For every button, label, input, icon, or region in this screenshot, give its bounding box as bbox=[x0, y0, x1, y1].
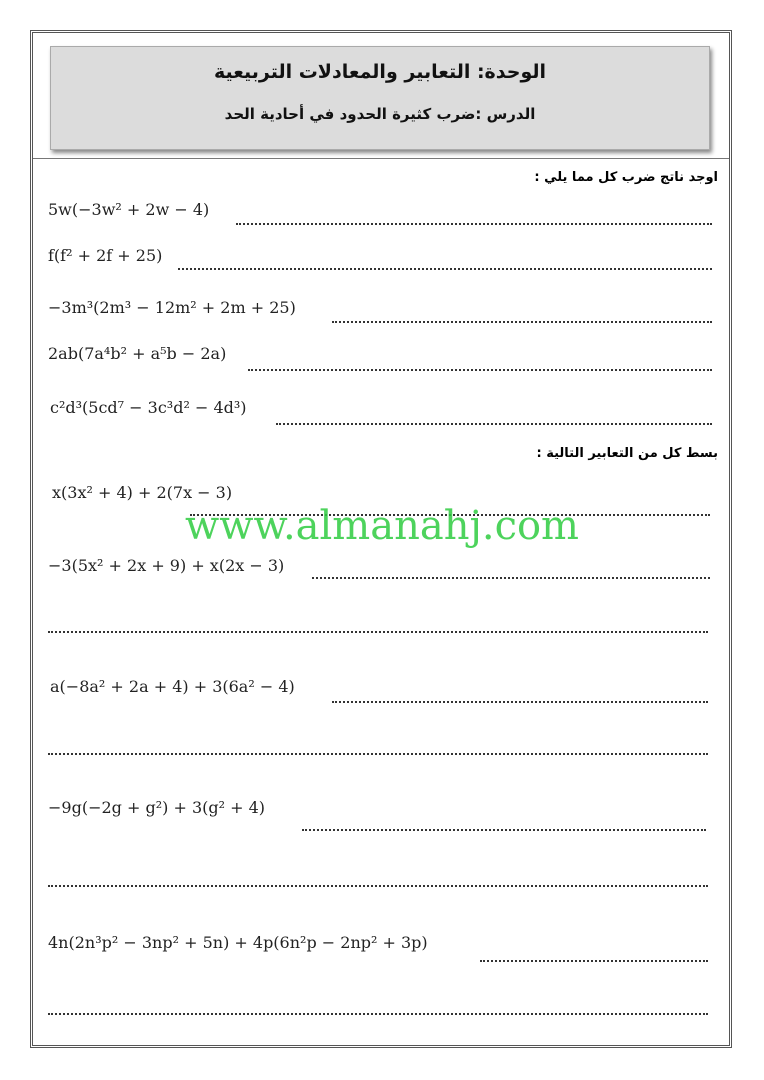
exercise-2-3: a(−8a² + 2a + 4) + 3(6a² − 4) bbox=[50, 677, 295, 696]
answer-line[interactable] bbox=[248, 369, 712, 371]
exercise-2-4: −9g(−2g + g²) + 3(g² + 4) bbox=[48, 798, 266, 817]
exercise-2-5: 4n(2n³p² − 3np² + 5n) + 4p(6n²p − 2np² + 3p) bbox=[48, 933, 428, 952]
answer-line[interactable] bbox=[332, 701, 708, 703]
answer-line[interactable] bbox=[48, 1013, 708, 1015]
exercise-1-1: 5w(−3w² + 2w − 4) bbox=[48, 200, 210, 219]
watermark: www.almanahj.com bbox=[184, 503, 579, 549]
section1-heading: اوجد ناتج ضرب كل مما يلي : bbox=[534, 170, 718, 185]
exercise-2-1: x(3x² + 4) + 2(7x − 3) bbox=[52, 483, 233, 502]
answer-line[interactable] bbox=[332, 321, 712, 323]
lesson-title: الدرس :ضرب كثيرة الحدود في أحادية الحد bbox=[224, 105, 536, 123]
answer-line[interactable] bbox=[48, 885, 708, 887]
exercise-1-2: f(f² + 2f + 25) bbox=[48, 246, 163, 265]
exercise-1-4: 2ab(7a⁴b² + a⁵b − 2a) bbox=[48, 344, 227, 363]
answer-line[interactable] bbox=[178, 268, 712, 270]
section2-heading: بسط كل من التعابير التالية : bbox=[536, 446, 718, 461]
unit-title: الوحدة: التعابير والمعادلات التربيعية bbox=[213, 61, 547, 83]
answer-line[interactable] bbox=[276, 423, 712, 425]
exercise-2-2: −3(5x² + 2x + 9) + x(2x − 3) bbox=[48, 556, 285, 575]
answer-line[interactable] bbox=[48, 631, 708, 633]
answer-line[interactable] bbox=[312, 577, 710, 579]
answer-line[interactable] bbox=[302, 829, 706, 831]
answer-line[interactable] bbox=[480, 960, 708, 962]
answer-line[interactable] bbox=[236, 223, 712, 225]
header-divider bbox=[33, 158, 729, 159]
exercise-1-3: −3m³(2m³ − 12m² + 2m + 25) bbox=[48, 298, 296, 317]
exercise-1-5: c²d³(5cd⁷ − 3c³d² − 4d³) bbox=[50, 398, 247, 417]
answer-line[interactable] bbox=[48, 753, 708, 755]
header-box bbox=[50, 46, 710, 150]
